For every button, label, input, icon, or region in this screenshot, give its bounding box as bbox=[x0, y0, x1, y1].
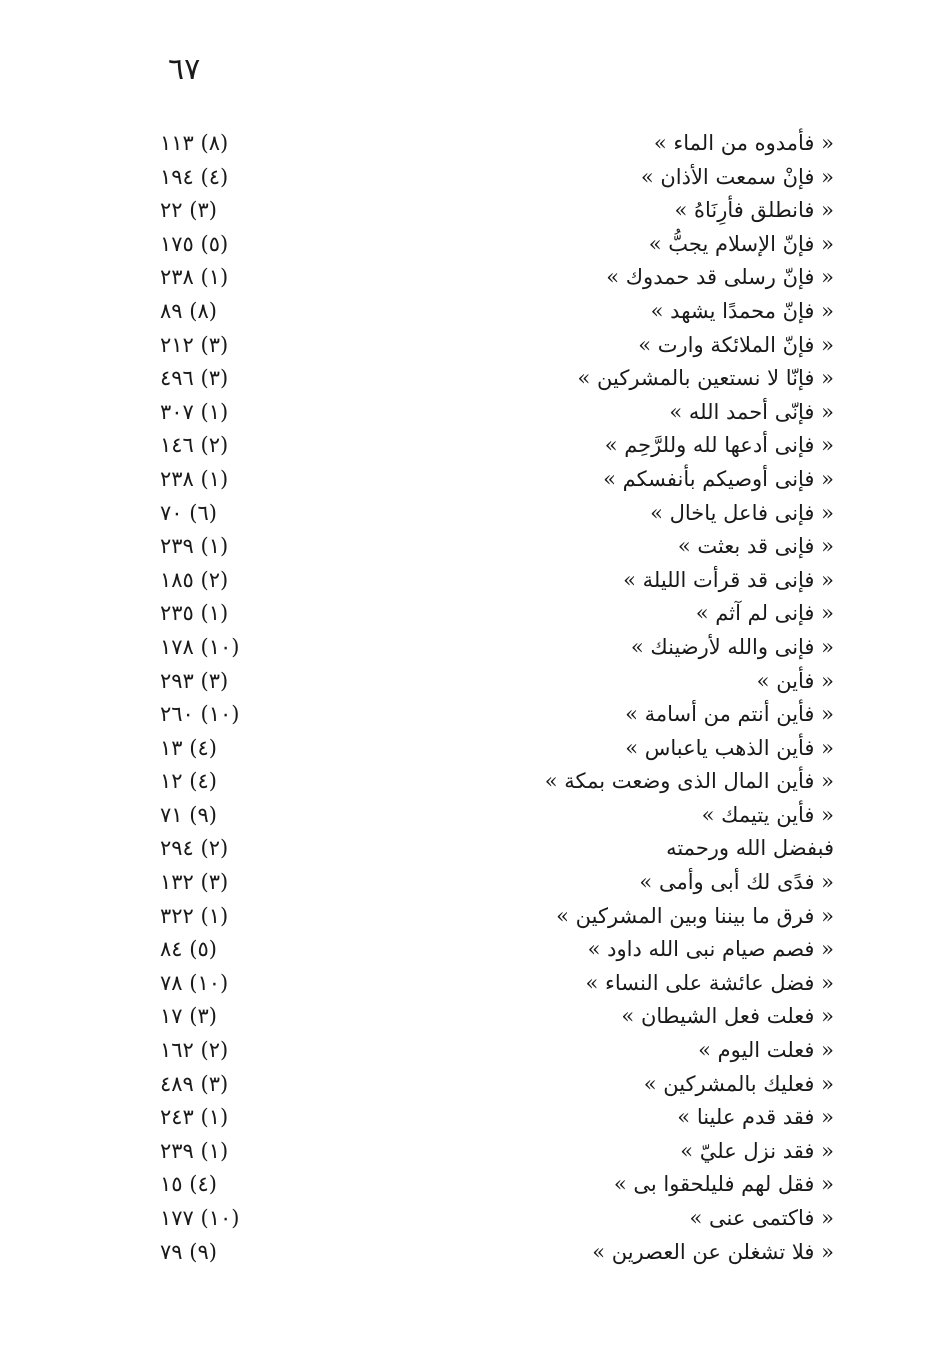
entry-reference: (٣) ١٧ bbox=[160, 1004, 217, 1029]
index-entry bbox=[0, 329, 944, 363]
entry-reference: (٤) ١٩٤ bbox=[160, 164, 229, 189]
entry-reference: (١) ٢٣٨ bbox=[160, 265, 229, 290]
entry-phrase: « فاكتمى عنى » bbox=[689, 1206, 834, 1230]
entry-phrase: « فإنّ الإسلام يجبُّ » bbox=[648, 231, 834, 256]
entry-phrase: « فإنّ رسلى قد حمدوك » bbox=[606, 265, 834, 290]
index-entry bbox=[0, 1135, 944, 1169]
index-entry bbox=[0, 832, 944, 866]
entry-reference: (١٠) ٧٨ bbox=[160, 970, 229, 995]
entry-phrase: فبفضل الله ورحمته bbox=[666, 836, 834, 861]
index-entry bbox=[0, 900, 944, 934]
entry-reference: (٥) ٨٤ bbox=[160, 937, 217, 962]
entry-reference: (١) ٢٣٨ bbox=[160, 466, 229, 491]
entry-reference: (١٠) ١٧٨ bbox=[160, 634, 240, 659]
entry-phrase: « فإنى فاعل ياخال » bbox=[650, 500, 834, 525]
entry-phrase: « فأين » bbox=[756, 668, 834, 693]
entry-reference: (٣) ٢٩٣ bbox=[160, 668, 229, 693]
entry-reference: (١٠) ٢٦٠ bbox=[160, 702, 240, 727]
entry-reference: (٤) ١٥ bbox=[160, 1172, 217, 1197]
entry-phrase: « فعلت فعل الشيطان » bbox=[621, 1004, 834, 1029]
index-entry bbox=[0, 564, 944, 598]
index-entry bbox=[0, 665, 944, 699]
index-entry bbox=[0, 530, 944, 564]
entry-phrase: « فانطلق فأرِنَاهُ » bbox=[674, 198, 834, 223]
index-entry bbox=[0, 765, 944, 799]
entry-reference: (٣) ٢١٢ bbox=[160, 332, 229, 357]
entry-reference: (٢) ١٦٢ bbox=[160, 1038, 229, 1063]
index-entry bbox=[0, 295, 944, 329]
entry-reference: (١) ٣٠٧ bbox=[160, 399, 229, 424]
index-entry bbox=[0, 429, 944, 463]
index-entry bbox=[0, 1068, 944, 1102]
entry-reference: (٣) ١٣٢ bbox=[160, 870, 229, 895]
entry-phrase: « فعلت اليوم » bbox=[698, 1038, 834, 1063]
index-entry bbox=[0, 799, 944, 833]
index-entry bbox=[0, 463, 944, 497]
entry-phrase: « فإنّا لا نستعين بالمشركين » bbox=[577, 366, 834, 391]
index-entry bbox=[0, 161, 944, 195]
entry-reference: (٢) ١٤٦ bbox=[160, 433, 229, 458]
entry-reference: (٥) ١٧٥ bbox=[160, 231, 229, 256]
entry-phrase: « فلا تشغلن عن العصرين » bbox=[592, 1239, 834, 1264]
index-entry bbox=[0, 933, 944, 967]
entry-phrase: « فصم صيام نبى الله داود » bbox=[587, 937, 834, 962]
entry-phrase: « فقد قدم علينا » bbox=[677, 1105, 834, 1130]
page-number: ٦٧ bbox=[168, 52, 201, 87]
entry-phrase: « فإنى لم آثم » bbox=[695, 601, 834, 626]
index-entry bbox=[0, 396, 944, 430]
entry-reference: (١) ٢٣٩ bbox=[160, 534, 229, 559]
index-entry bbox=[0, 127, 944, 161]
entry-reference: (٣) ٢٢ bbox=[160, 198, 217, 223]
entry-phrase: « فقل لهم فليلحقوا بى » bbox=[613, 1172, 834, 1197]
entry-phrase: « فإنى قد بعثت » bbox=[677, 534, 834, 559]
entry-phrase: « فإنّى أحمد الله » bbox=[669, 399, 834, 424]
entry-phrase: « فإنى والله لأرضينك » bbox=[630, 634, 834, 659]
entry-reference: (٩) ٧١ bbox=[160, 802, 217, 827]
entry-reference: (١) ٢٣٥ bbox=[160, 601, 229, 626]
entry-reference: (٨) ١١٣ bbox=[160, 131, 229, 155]
entry-phrase: « فأين الذهب ياعباس » bbox=[625, 735, 834, 760]
entry-reference: (١) ٢٤٣ bbox=[160, 1105, 229, 1130]
index-entry bbox=[0, 967, 944, 1001]
entry-reference: (٢) ١٨٥ bbox=[160, 567, 229, 592]
index-entry bbox=[0, 698, 944, 732]
entry-reference: (٤) ١٣ bbox=[160, 735, 217, 760]
index-entry bbox=[0, 228, 944, 262]
index-entry bbox=[0, 1168, 944, 1202]
index-entry bbox=[0, 1000, 944, 1034]
entry-reference: (٣) ٤٩٦ bbox=[160, 366, 229, 391]
entry-phrase: « فرق ما بيننا وبين المشركين » bbox=[556, 903, 834, 928]
entry-reference: (٣) ٤٨٩ bbox=[160, 1071, 229, 1096]
entry-reference: (٢) ٢٩٤ bbox=[160, 836, 229, 861]
entry-phrase: « فأين المال الذى وضعت بمكة » bbox=[544, 769, 834, 794]
entry-phrase: « فإنى قد قرأت الليلة » bbox=[623, 567, 834, 592]
entry-phrase: « فإنى أوصيكم بأنفسكم » bbox=[603, 466, 834, 491]
entry-phrase: « فأين يتيمك » bbox=[701, 802, 834, 827]
entry-phrase: « فدًى لك أبى وأمى » bbox=[639, 870, 834, 895]
entry-reference: (١) ٣٢٢ bbox=[160, 903, 229, 928]
entry-phrase: « فإنّ محمدًا يشهد » bbox=[650, 298, 834, 323]
index-entry bbox=[0, 261, 944, 295]
index-entry bbox=[0, 597, 944, 631]
index-entry bbox=[0, 1101, 944, 1135]
entry-phrase: « فإنْ سمعت الأذان » bbox=[640, 164, 834, 189]
index-entry bbox=[0, 362, 944, 396]
entry-reference: (٦) ٧٠ bbox=[160, 500, 217, 525]
entry-phrase: « فعليك بالمشركين » bbox=[643, 1071, 834, 1096]
index-entry bbox=[0, 194, 944, 228]
entry-phrase: « فإنى أدعها لله وللرَّحِم » bbox=[604, 433, 834, 458]
entry-phrase: « فضل عائشة على النساء » bbox=[585, 970, 834, 995]
index-entry bbox=[0, 1202, 944, 1236]
entry-reference: (٨) ٨٩ bbox=[160, 298, 217, 323]
entry-reference: (١) ٢٣٩ bbox=[160, 1138, 229, 1163]
entry-reference: (٩) ٧٩ bbox=[160, 1239, 217, 1264]
index-entry bbox=[0, 631, 944, 665]
entry-phrase: « فأمدوه من الماء » bbox=[653, 131, 834, 155]
index-entry bbox=[0, 866, 944, 900]
entry-phrase: « فقد نزل عليّ » bbox=[680, 1138, 834, 1163]
index-entry bbox=[0, 497, 944, 531]
entry-phrase: « فإنّ الملائكة وارت » bbox=[638, 332, 834, 357]
entry-phrase: « فأين أنتم من أسامة » bbox=[625, 702, 834, 727]
index-entry bbox=[0, 732, 944, 766]
index-list bbox=[0, 127, 944, 1269]
entry-reference: (١٠) ١٧٧ bbox=[160, 1206, 240, 1230]
entry-reference: (٤) ١٢ bbox=[160, 769, 217, 794]
index-entry bbox=[0, 1236, 944, 1270]
index-entry bbox=[0, 1034, 944, 1068]
